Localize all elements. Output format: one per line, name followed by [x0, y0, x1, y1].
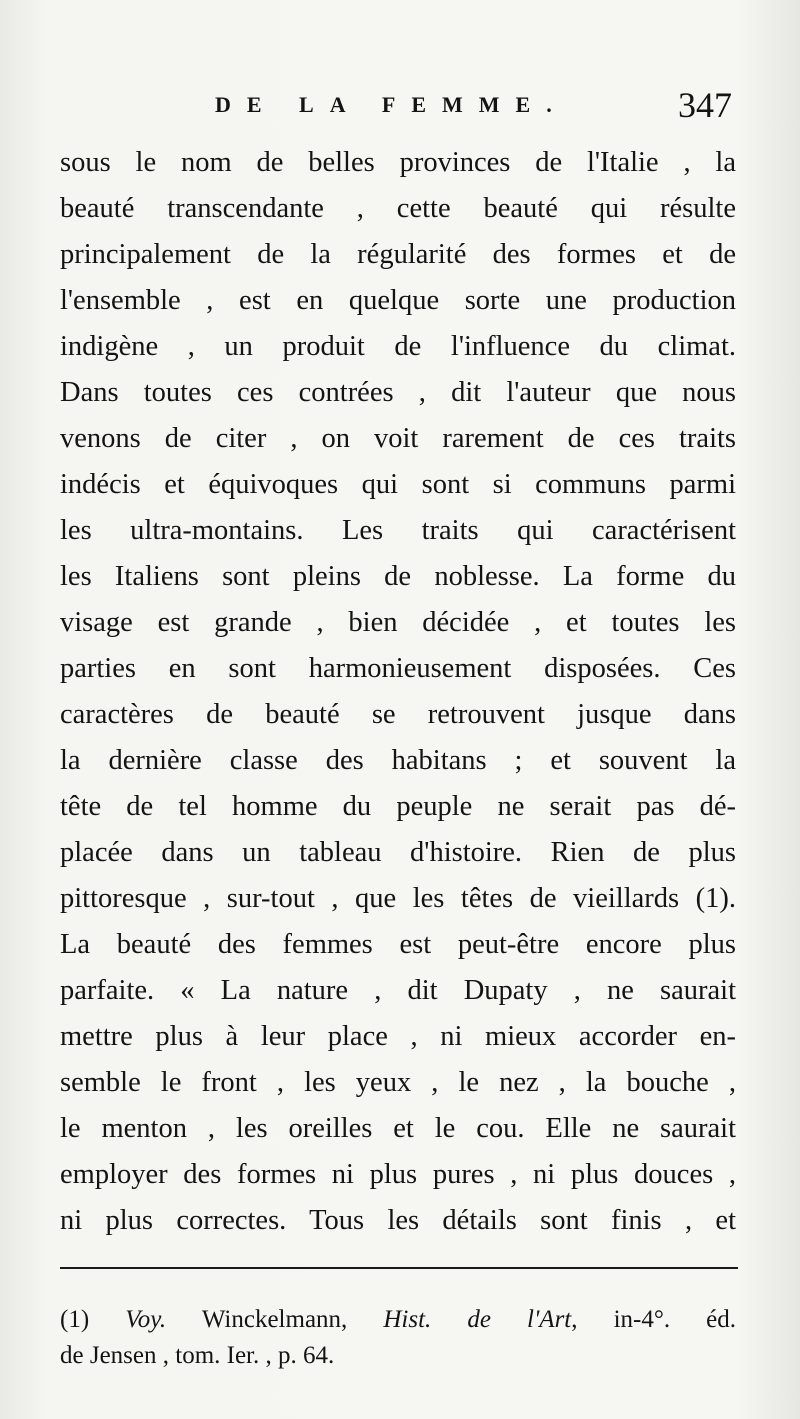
running-title: DE LA FEMME.	[215, 92, 568, 117]
text-line: parfaite. « La nature , dit Dupaty , ne saurait	[60, 975, 736, 1006]
text-line: semble le front , les yeux , le nez , la bouche ,	[60, 1067, 736, 1098]
text-line: ni plus correctes. Tous les détails sont finis , et	[60, 1205, 736, 1236]
text-line: placée dans un tableau d'histoire. Rien de plus	[60, 837, 736, 868]
text-line: l'ensemble , est en quelque sorte une production	[60, 285, 736, 316]
text-line: tête de tel homme du peuple ne serait pas dé-	[60, 791, 736, 822]
footnote-line-1	[60, 1302, 736, 1338]
text-line: le menton , les oreilles et le cou. Elle ne saurait	[60, 1113, 736, 1144]
text-line: les ultra-montains. Les traits qui caractérisent	[60, 515, 736, 546]
footnote-marker: (1)	[60, 1306, 90, 1333]
footnote-author: Winckelmann,	[201, 1306, 348, 1333]
footnote-format: , in-4°. éd.	[571, 1306, 736, 1333]
text-line: Dans toutes ces contrées , dit l'auteur que nous	[60, 377, 736, 408]
text-line: caractères de beauté se retrouvent jusque dans	[60, 699, 736, 730]
running-head	[0, 85, 800, 138]
body-text	[60, 140, 736, 1244]
text-line: principalement de la régularité des formes et de	[60, 239, 736, 270]
footnote-line-2: de Jensen , tom. Ier. , p. 64.	[60, 1342, 335, 1369]
text-line: indécis et équivoques qui sont si communs parmi	[60, 469, 736, 500]
text-line: employer des formes ni plus pures , ni plus douces ,	[60, 1159, 736, 1190]
text-line: beauté transcendante , cette beauté qui résulte	[60, 193, 736, 224]
footnote	[60, 1302, 736, 1374]
text-line: venons de citer , on voit rarement de ces traits	[60, 423, 736, 454]
text-line: les Italiens sont pleins de noblesse. La forme du	[60, 561, 736, 592]
text-line: parties en sont harmonieusement disposées. Ces	[60, 653, 736, 684]
text-line: visage est grande , bien décidée , et toutes les	[60, 607, 736, 638]
text-line: mettre plus à leur place , ni mieux accorder en-	[60, 1021, 736, 1052]
page-number: 347	[678, 85, 732, 125]
footnote-divider	[60, 1267, 738, 1269]
footnote-voy: Voy.	[125, 1306, 167, 1333]
text-line: pittoresque , sur-tout , que les têtes de vieillards (1).	[60, 883, 736, 914]
text-line: indigène , un produit de l'influence du climat.	[60, 331, 736, 362]
footnote-work: Hist. de l'Art	[383, 1306, 572, 1333]
text-line: la dernière classe des habitans ; et souvent la	[60, 745, 736, 776]
text-line: La beauté des femmes est peut-être encore plus	[60, 929, 736, 960]
text-line: sous le nom de belles provinces de l'Italie , la	[60, 147, 736, 178]
